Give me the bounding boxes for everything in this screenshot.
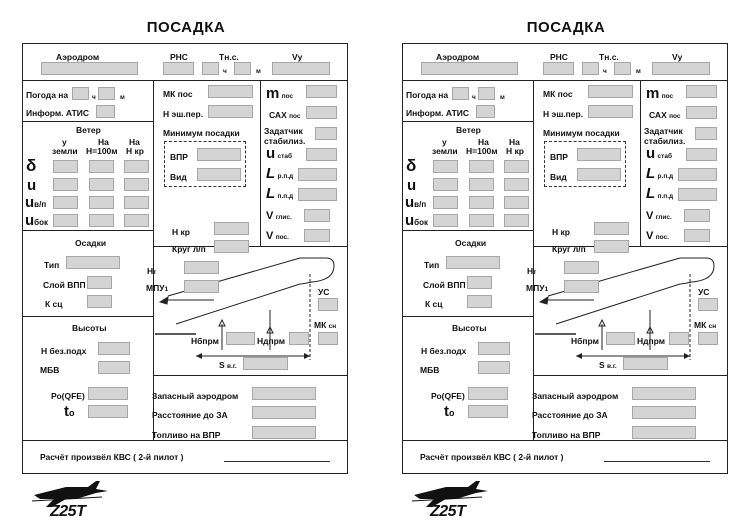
wind-col2-b: Н=100м	[86, 146, 118, 156]
tip-label: Тип	[424, 260, 440, 270]
h-esh-label: Н эш.пер.	[163, 109, 204, 119]
sloy-label: Слой ВПП	[423, 280, 466, 290]
h-bez-label: Н без.подх	[421, 346, 467, 356]
h-t-field[interactable]	[184, 261, 219, 274]
wind-uvp-hkr-field[interactable]	[504, 196, 529, 209]
tns-hours-unit: ч	[603, 68, 607, 75]
vy-label: Vу	[292, 52, 303, 62]
zad-label: Задатчик	[644, 126, 683, 136]
s-vg-sub: в.г.	[607, 363, 617, 370]
s-vg-field[interactable]	[243, 357, 288, 370]
ksc-label: К сц	[425, 299, 443, 309]
u-stab-symbol: u	[266, 145, 276, 162]
nbprm-field[interactable]	[226, 332, 255, 345]
stab-label: стабилиз.	[644, 136, 686, 146]
wind-ubok-ground-field[interactable]	[433, 214, 458, 227]
s-arrow-left	[576, 353, 582, 359]
nbprm-label: Нбпрм	[571, 336, 599, 346]
vysoty-label: Высоты	[452, 323, 487, 333]
wind-col3-b: Н кр	[506, 146, 524, 156]
h-bez-field[interactable]	[478, 342, 510, 355]
wind-col3-a: На	[509, 137, 520, 147]
us-field[interactable]	[318, 298, 338, 311]
raschet-label: Расчёт произвёл КВС ( 2-й пилот )	[420, 452, 564, 462]
nbprm-field[interactable]	[606, 332, 635, 345]
rasst-label: Расстояние до ЗА	[532, 410, 608, 420]
landing-card-left	[0, 0, 372, 530]
stab-label: стабилиз.	[264, 136, 306, 146]
min-pos-label: Минимум посадки	[543, 128, 620, 138]
wind-delta-h100-field[interactable]	[89, 160, 114, 173]
h-kr-label: Н кр	[552, 227, 570, 237]
wind-uvp-h100-field[interactable]	[89, 196, 114, 209]
wind-ubok-hkr-field[interactable]	[504, 214, 529, 227]
weather-min-unit: м	[500, 94, 505, 101]
mpu-sub: 1	[164, 286, 169, 293]
wind-col3-b: Н кр	[126, 146, 144, 156]
logo-text: Z25T	[50, 503, 86, 520]
zad-label: Задатчик	[264, 126, 303, 136]
wind-uvp-h100-field[interactable]	[469, 196, 494, 209]
mk-sn-sub: сн	[708, 323, 717, 330]
tns-min-unit: м	[636, 68, 641, 75]
wind-u-hkr-field[interactable]	[124, 178, 149, 191]
wind-ubok-h100-field[interactable]	[89, 214, 114, 227]
cax-sub: пос	[289, 113, 301, 120]
mpu-sub: 1	[544, 286, 549, 293]
topl-field[interactable]	[632, 426, 696, 439]
wind-uvp-sub: в/п	[414, 200, 427, 209]
tns-label: Тн.с.	[599, 52, 619, 62]
h-bez-label: Н без.подх	[41, 346, 87, 356]
mpu-label: МПУ	[146, 283, 165, 293]
h-kr-label: Н кр	[172, 227, 190, 237]
wind-u-symbol: u	[407, 177, 417, 194]
krug-label: Круг л/п	[172, 244, 206, 254]
to-field[interactable]	[88, 405, 128, 418]
mk-sn-sub: сн	[328, 323, 337, 330]
wind-u-h100-field[interactable]	[469, 178, 494, 191]
s-arrow-left	[196, 353, 202, 359]
v-pos-symbol: V	[266, 230, 274, 242]
v-glis-sub: глис.	[655, 214, 672, 221]
l-ppd-sub: п.п.д	[277, 193, 294, 200]
s-vg-label: S	[599, 360, 605, 370]
wind-uvp-symbol: u	[25, 194, 35, 211]
wind-delta-hkr-field[interactable]	[504, 160, 529, 173]
cax-label: САХ	[269, 110, 287, 120]
s-vg-field[interactable]	[623, 357, 668, 370]
wind-delta-ground-field[interactable]	[433, 160, 458, 173]
l-rpd-sub: р.п.д	[657, 173, 674, 180]
mk-sn-label: МК	[694, 320, 707, 330]
mk-sn-field[interactable]	[318, 332, 338, 345]
h-t-sub: т	[153, 269, 157, 276]
po-field[interactable]	[88, 387, 128, 400]
rasst-label: Расстояние до ЗА	[152, 410, 228, 420]
weather-label: Погода на	[26, 90, 69, 100]
wind-delta-symbol: δ	[26, 156, 37, 175]
circle-loop	[300, 258, 334, 284]
form-title: ПОСАДКА	[146, 19, 226, 36]
wind-label: Ветер	[456, 125, 481, 135]
wind-delta-ground-field[interactable]	[53, 160, 78, 173]
h-t-sub: т	[533, 269, 537, 276]
rasst-field[interactable]	[252, 406, 316, 419]
vpr-label: ВПР	[550, 152, 568, 162]
cax-sub: пос	[669, 113, 681, 120]
tns-label: Тн.с.	[219, 52, 239, 62]
l-rpd-symbol: L	[266, 165, 276, 182]
tns-hours-unit: ч	[223, 68, 227, 75]
to-symbol: t	[64, 403, 69, 420]
s-arrow-right	[304, 353, 310, 359]
vpr-label: ВПР	[170, 152, 188, 162]
krug-label: Круг л/п	[552, 244, 586, 254]
wind-uvp-symbol: u	[405, 194, 415, 211]
topl-field[interactable]	[252, 426, 316, 439]
m-pos-symbol: m	[646, 85, 660, 102]
wind-col1-a: у	[62, 137, 67, 147]
to-sub: о	[69, 408, 75, 418]
wind-u-ground-field[interactable]	[53, 178, 78, 191]
us-field[interactable]	[698, 298, 718, 311]
wind-col2-b: Н=100м	[466, 146, 498, 156]
signature-line[interactable]	[224, 461, 330, 462]
zap-aer-label: Запасный аэродром	[152, 391, 239, 401]
circle-loop	[680, 258, 714, 284]
wind-u-symbol: u	[27, 177, 37, 194]
aerodrome-label: Аэродром	[56, 52, 100, 62]
to-sub: о	[449, 408, 455, 418]
sloy-label: Слой ВПП	[43, 280, 86, 290]
wind-uvp-ground-field[interactable]	[433, 196, 458, 209]
mk-sn-field[interactable]	[698, 332, 718, 345]
aerodrome-label: Аэродром	[436, 52, 480, 62]
min-pos-label: Минимум посадки	[163, 128, 240, 138]
wind-u-ground-field[interactable]	[433, 178, 458, 191]
vysoty-label: Высоты	[72, 323, 107, 333]
wind-uvp-ground-field[interactable]	[53, 196, 78, 209]
signature-line[interactable]	[604, 461, 710, 462]
po-field[interactable]	[468, 387, 508, 400]
h-t-field[interactable]	[564, 261, 599, 274]
v-pos-sub: пос.	[275, 234, 289, 241]
zap-aer-field[interactable]	[252, 387, 316, 400]
vy-label: Vу	[672, 52, 683, 62]
mbv-field[interactable]	[98, 361, 130, 374]
osadki-label: Осадки	[75, 238, 107, 248]
h-t-label: Н	[527, 266, 534, 276]
wind-ubok-hkr-field[interactable]	[124, 214, 149, 227]
weather-min-unit: м	[120, 94, 125, 101]
zap-aer-label: Запасный аэродром	[532, 391, 619, 401]
osadki-label: Осадки	[455, 238, 487, 248]
l-ppd-symbol: L	[266, 185, 276, 202]
ndprm-label: Ндпрм	[257, 336, 286, 346]
wind-uvp-sub: в/п	[34, 200, 47, 209]
mpu-field[interactable]	[564, 280, 599, 293]
mbv-label: МБВ	[420, 365, 440, 375]
wind-u-h100-field[interactable]	[89, 178, 114, 191]
weather-label: Погода на	[406, 90, 449, 100]
atis-label: Информ. АТИС	[26, 108, 90, 118]
rns-label: РНС	[550, 52, 568, 62]
l-ppd-symbol: L	[646, 185, 656, 202]
topl-label: Топливо на ВПР	[532, 430, 601, 440]
mk-pos-label: МК пос	[543, 89, 573, 99]
wind-ubok-ground-field[interactable]	[53, 214, 78, 227]
wind-col1-b: земли	[432, 146, 458, 156]
wind-col1-b: земли	[52, 146, 78, 156]
mpu-label: МПУ	[526, 283, 545, 293]
v-pos-sub: пос.	[655, 234, 669, 241]
ndprm-field[interactable]	[669, 332, 689, 345]
tns-min-unit: м	[256, 68, 261, 75]
wind-col2-a: На	[478, 137, 489, 147]
po-label: Ро(QFE)	[51, 391, 85, 401]
mpu-arrowhead	[160, 297, 168, 304]
wind-delta-h100-field[interactable]	[469, 160, 494, 173]
v-glis-symbol: V	[646, 210, 654, 222]
m-pos-symbol: m	[266, 85, 280, 102]
mk-pos-label: МК пос	[163, 89, 193, 99]
rasst-field[interactable]	[632, 406, 696, 419]
mpu-field[interactable]	[184, 280, 219, 293]
h-esh-label: Н эш.пер.	[543, 109, 584, 119]
m-pos-sub: пос	[281, 93, 294, 100]
weather-hours-unit: ч	[472, 94, 476, 101]
wind-uvp-hkr-field[interactable]	[124, 196, 149, 209]
m-pos-sub: пос	[661, 93, 674, 100]
zap-aer-field[interactable]	[632, 387, 696, 400]
s-arrow-right	[684, 353, 690, 359]
mbv-label: МБВ	[40, 365, 60, 375]
weather-hours-unit: ч	[92, 94, 96, 101]
landing-card-right	[380, 0, 750, 530]
mpu-arrowhead	[540, 297, 548, 304]
wind-ubok-sub: бок	[414, 218, 429, 227]
logo-text: Z25T	[430, 503, 466, 520]
v-glis-sub: глис.	[275, 214, 292, 221]
wind-ubok-sub: бок	[34, 218, 49, 227]
wind-col3-a: На	[129, 137, 140, 147]
us-label: УС	[318, 287, 330, 297]
s-vg-label: S	[219, 360, 225, 370]
to-symbol: t	[444, 403, 449, 420]
h-t-label: Н	[147, 266, 154, 276]
mbv-field[interactable]	[478, 361, 510, 374]
l-rpd-symbol: L	[646, 165, 656, 182]
topl-label: Топливо на ВПР	[152, 430, 221, 440]
tip-label: Тип	[44, 260, 60, 270]
to-field[interactable]	[468, 405, 508, 418]
po-label: Ро(QFE)	[431, 391, 465, 401]
h-bez-field[interactable]	[98, 342, 130, 355]
ksc-label: К сц	[45, 299, 63, 309]
raschet-label: Расчёт произвёл КВС ( 2-й пилот )	[40, 452, 184, 462]
wind-ubok-h100-field[interactable]	[469, 214, 494, 227]
v-pos-symbol: V	[646, 230, 654, 242]
wind-delta-symbol: δ	[406, 156, 417, 175]
rns-label: РНС	[170, 52, 188, 62]
wind-ubok-symbol: u	[25, 212, 35, 229]
u-stab-sub: стаб	[657, 153, 672, 160]
l-rpd-sub: р.п.д	[277, 173, 294, 180]
wind-ubok-symbol: u	[405, 212, 415, 229]
vid-label: Вид	[170, 172, 187, 182]
ndprm-field[interactable]	[289, 332, 309, 345]
u-stab-sub: стаб	[277, 153, 292, 160]
wind-label: Ветер	[76, 125, 101, 135]
wind-delta-hkr-field[interactable]	[124, 160, 149, 173]
us-label: УС	[698, 287, 710, 297]
form-title: ПОСАДКА	[526, 19, 606, 36]
u-stab-symbol: u	[646, 145, 656, 162]
atis-label: Информ. АТИС	[406, 108, 470, 118]
wind-col1-a: у	[442, 137, 447, 147]
vid-label: Вид	[550, 172, 567, 182]
wind-u-hkr-field[interactable]	[504, 178, 529, 191]
nbprm-label: Нбпрм	[191, 336, 219, 346]
v-glis-symbol: V	[266, 210, 274, 222]
cax-label: САХ	[649, 110, 667, 120]
l-ppd-sub: п.п.д	[657, 193, 674, 200]
mk-sn-label: МК	[314, 320, 327, 330]
ndprm-label: Ндпрм	[637, 336, 666, 346]
s-vg-sub: в.г.	[227, 363, 237, 370]
wind-col2-a: На	[98, 137, 109, 147]
